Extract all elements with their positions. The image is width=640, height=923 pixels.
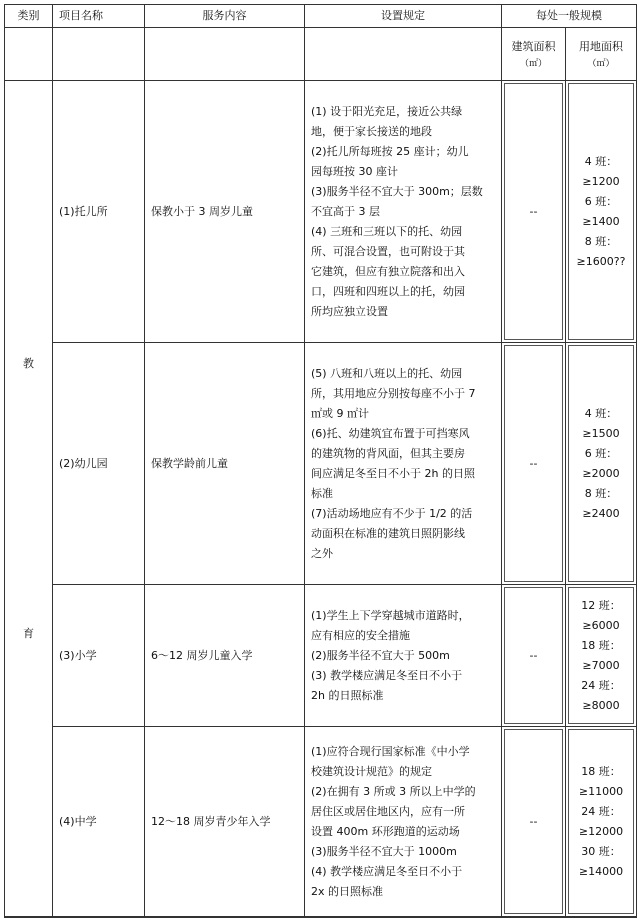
header-service: 服务内容 — [145, 5, 305, 28]
land-line: 18 班： — [581, 764, 621, 778]
rule-line: 所，其用地应分别按每座不小于 7 — [311, 386, 476, 400]
land-line: ≥1500 — [582, 426, 620, 440]
rule-line: 不宜高于 3 层 — [311, 204, 380, 218]
rule-line: (3) 教学楼应满足冬至日不小于 — [311, 668, 463, 682]
land-line: ≥2400 — [582, 506, 620, 520]
building-area-value: -- — [502, 81, 566, 343]
building-area-label: 建筑面积 — [511, 40, 556, 53]
table-row — [5, 727, 636, 917]
land-line: 18 班： — [581, 638, 621, 652]
land-area-cell — [566, 81, 636, 343]
rule-line: 口，四班和四班以上的托，幼园 — [311, 284, 465, 298]
land-line: 8 班： — [584, 234, 618, 248]
land-line: 8 班： — [584, 486, 618, 500]
rule-line: (3)服务半径不宜大于 1000m — [311, 844, 457, 858]
rule-line: 地，便于家长接送的地段 — [311, 124, 432, 138]
rule-line: 所、可混合设置，也可附设于其 — [311, 244, 465, 258]
header-rules: 设置规定 — [305, 5, 502, 28]
header-row — [5, 5, 636, 28]
project-name: (2)幼儿园 — [53, 343, 145, 585]
land-line: ≥1400 — [582, 214, 620, 228]
land-line: 4 班： — [584, 154, 618, 168]
rule-line: 应有相应的安全措施 — [311, 628, 410, 642]
subheader-empty-1 — [5, 28, 53, 81]
rule-line: (1)学生上下学穿越城市道路时， — [311, 608, 470, 622]
rule-line: 2h 的日照标准 — [311, 688, 384, 702]
land-line: ≥1200 — [582, 174, 620, 188]
land-area-cell — [566, 343, 636, 585]
land-area-cell — [566, 727, 636, 917]
rule-line: 设置 400m 环形跑道的运动场 — [311, 824, 460, 838]
header-scale: 每处一般规模 — [502, 5, 636, 28]
table-row — [5, 585, 636, 727]
category-char-1: 教 — [23, 356, 34, 370]
land-line: 6 班： — [584, 446, 618, 460]
project-name: (4)中学 — [53, 727, 145, 917]
category-char-2: 育 — [23, 626, 34, 640]
project-name: (1)托儿所 — [53, 81, 145, 343]
land-line: 24 班： — [581, 678, 621, 692]
project-name: (3)小学 — [53, 585, 145, 727]
building-area-value: -- — [502, 727, 566, 917]
header-category: 类别 — [5, 5, 53, 28]
rule-line: (1)应符合现行国家标准《中小学 — [311, 744, 470, 758]
rule-line: 所均应独立设置 — [311, 304, 388, 318]
service-content: 6～12 周岁儿童入学 — [145, 585, 305, 727]
rules-cell — [305, 727, 502, 917]
rule-line: (5) 八班和八班以上的托、幼园 — [311, 366, 463, 380]
rule-line: 校建筑设计规范》的规定 — [311, 764, 432, 778]
land-area-header — [566, 28, 636, 81]
land-area-unit: （㎡） — [587, 59, 615, 69]
land-line: 12 班： — [581, 598, 621, 612]
rule-line: 间应满足冬至日不小于 2h 的日照 — [311, 466, 475, 480]
rule-line: (4) 三班和三班以下的托、幼园 — [311, 224, 463, 238]
land-area-label: 用地面积 — [579, 40, 623, 53]
building-area-value: -- — [502, 343, 566, 585]
rule-line: 居住区或居住地区内，应有一所 — [311, 804, 465, 818]
land-line: ≥2000 — [582, 466, 620, 480]
service-content: 保教学龄前儿童 — [145, 343, 305, 585]
rule-line: (6)托、幼建筑宜布置于可挡寒风 — [311, 426, 470, 440]
rule-line: (7)活动场地应有不少于 1/2 的活 — [311, 506, 473, 520]
land-line: ≥11000 — [578, 784, 624, 798]
rule-line: 2x 的日照标准 — [311, 884, 384, 898]
table-row — [5, 343, 636, 585]
subheader-row — [5, 28, 636, 81]
building-area-value: -- — [502, 585, 566, 727]
land-line: 6 班： — [584, 194, 618, 208]
land-line: 24 班： — [581, 804, 621, 818]
land-line: ≥1600?? — [576, 254, 626, 268]
header-project: 项目名称 — [53, 5, 145, 28]
land-line: ≥14000 — [578, 864, 624, 878]
service-content: 12～18 周岁青少年入学 — [145, 727, 305, 917]
rule-line: (2)在拥有 3 所或 3 所以上中学的 — [311, 784, 476, 798]
rule-line: (3)服务半径不宜大于 300m；层数 — [311, 184, 483, 198]
land-area-cell — [566, 585, 636, 727]
rule-line: 动面积在标准的建筑日照阴影线 — [311, 526, 465, 540]
rules-cell — [305, 343, 502, 585]
rule-line: (2)服务半径不宜大于 500m — [311, 648, 450, 662]
rule-line: ㎡或 9 ㎡计 — [311, 406, 369, 420]
subheader-empty-2 — [53, 28, 145, 81]
subheader-empty-4 — [305, 28, 502, 81]
rule-line: 标准 — [311, 486, 333, 500]
table-row — [5, 81, 636, 343]
rule-line: (1) 设于阳光充足，接近公共绿 — [311, 104, 463, 118]
rule-line: 之外 — [311, 546, 333, 560]
land-line: ≥7000 — [582, 658, 620, 672]
rule-line: 它建筑，但应有独立院落和出入 — [311, 264, 465, 278]
land-line: 30 班： — [581, 844, 621, 858]
rule-line: (4) 教学楼应满足冬至日不小于 — [311, 864, 463, 878]
land-line: 4 班： — [584, 406, 618, 420]
rule-line: 园每班按 30 座计 — [311, 164, 398, 178]
service-content: 保教小于 3 周岁儿童 — [145, 81, 305, 343]
rules-cell — [305, 585, 502, 727]
category-cell — [5, 81, 53, 917]
spec-table — [4, 4, 637, 918]
land-line: ≥12000 — [578, 824, 624, 838]
rules-cell — [305, 81, 502, 343]
building-area-header — [502, 28, 566, 81]
land-line: ≥6000 — [582, 618, 620, 632]
land-line: ≥8000 — [582, 698, 620, 712]
rule-line: 的建筑物的背风面，但其主要房 — [311, 446, 465, 460]
rule-line: (2)托儿所每班按 25 座计；幼儿 — [311, 144, 469, 158]
subheader-empty-3 — [145, 28, 305, 81]
building-area-unit: （㎡） — [519, 59, 547, 69]
